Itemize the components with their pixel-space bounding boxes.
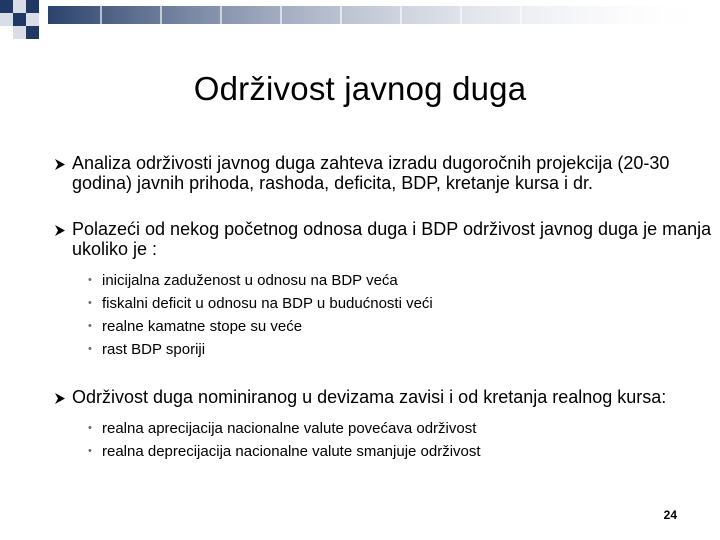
sub-bullet-item [88,292,718,315]
dot-bullet-icon: • [88,320,92,332]
sub-bullet-text: realne kamatne stope su veće [102,318,303,335]
slide-content [58,153,718,489]
header-decoration [0,0,720,48]
sub-bullet-item [88,315,718,338]
sub-bullet-text: realna aprecijacija nacionalne valute povećava održivost [102,420,477,437]
dot-bullet-icon: • [88,445,92,457]
arrowhead-bullet-icon [54,392,66,405]
arrowhead-bullet-icon [54,158,66,171]
sub-bullet-item [88,269,718,292]
bullet-item [58,153,718,193]
sub-bullet-text: rast BDP sporiji [102,341,206,358]
bullet-text: Polazeći od nekog početnog odnosa duga i BDP održivost javnog duga je manja ukoliko je : [72,219,712,259]
bullet-item [58,387,718,463]
sub-bullet-item [88,440,718,463]
sub-bullet-item [88,338,718,361]
slide-title: Održivost javnog duga [193,70,527,107]
bullet-item [58,219,718,361]
dot-bullet-icon: • [88,343,92,355]
bullet-text: Održivost duga nominiranog u devizama zavisi i od kretanja realnog kursa: [72,387,667,407]
dot-bullet-icon: • [88,422,92,434]
sub-bullet-item [88,417,718,440]
sub-bullet-list [72,417,718,463]
sub-bullet-text: fiskalni deficit u odnosu na BDP u budućnosti veći [102,295,433,312]
dot-bullet-icon: • [88,274,92,286]
sub-bullet-text: realna deprecijacija nacionalne valute smanjuje održivost [102,443,481,460]
sub-bullet-list [72,269,718,361]
dot-bullet-icon: • [88,297,92,309]
page-number: 24 [663,508,677,522]
arrowhead-bullet-icon [54,224,66,237]
bullet-text: Analiza održivosti javnog duga zahteva izradu dugoročnih projekcija (20-30 godina) javnih prihoda, rashoda, deficita, BDP, kretanje kursa i dr. [72,153,670,193]
sub-bullet-text: inicijalna zaduženost u odnosu na BDP veća [102,272,398,289]
